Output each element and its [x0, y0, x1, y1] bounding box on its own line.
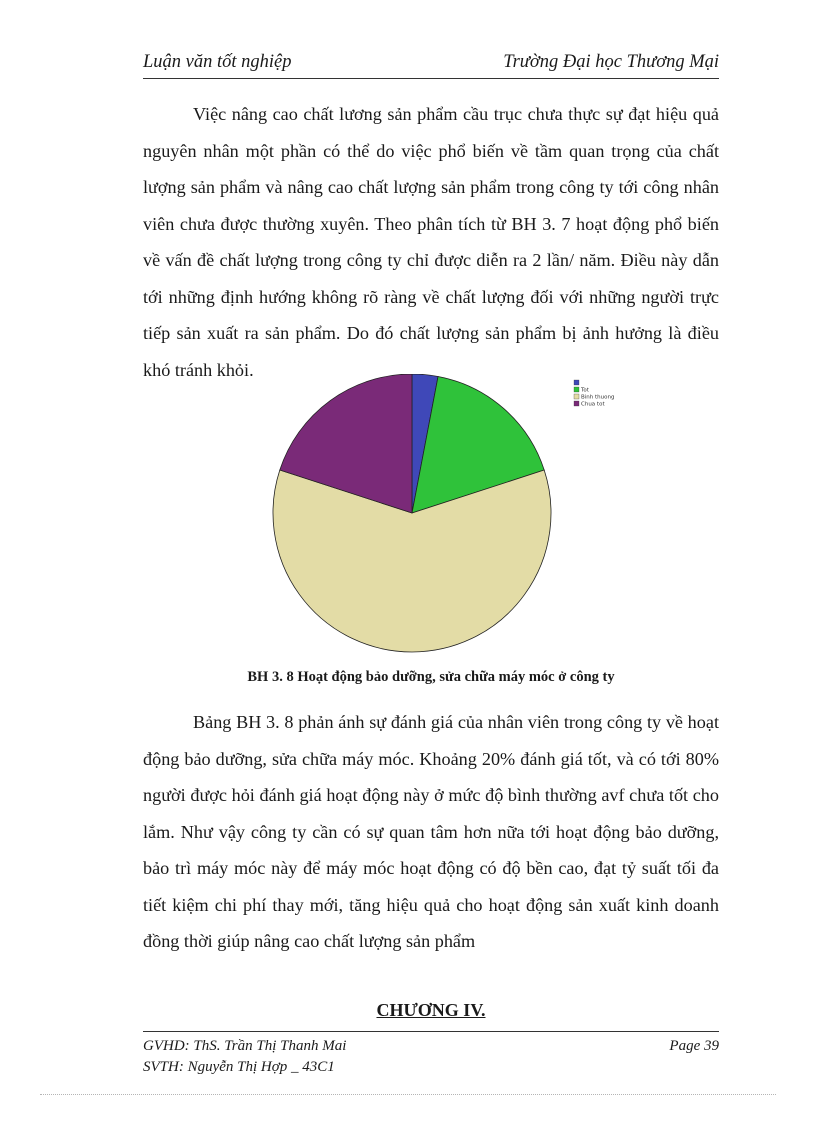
paragraph-quality-awareness: Việc nâng cao chất lương sản phẩm cầu trục chưa thực sự đạt hiệu quả nguyên nhân một phần có thể do việc phổ biến về tầm quan trọng của chất lượng sản phẩm và nâng cao chất lượng sản phẩm trong công ty tới công nhân viên chưa được thường xuyên. Theo phân tích từ BH 3. 7 hoạt động phổ biến về vấn đề chất lượng trong công ty chỉ được diễn ra 2 lần/ năm. Điều này dẫn tới những định hướng không rõ ràng về chất lượng đối với những người trực tiếp sản xuất ra sản phẩm. Do đó chất lượng sản phẩm bị ảnh hưởng là điều khó tránh khỏi.: [143, 104, 719, 380]
footer-advisor: GVHD: ThS. Trần Thị Thanh Mai: [143, 1038, 347, 1054]
chapter-heading: CHƯƠNG IV.: [376, 1000, 486, 1020]
paragraph-maintenance-assessment: Bảng BH 3. 8 phản ánh sự đánh giá của nhân viên trong công ty về hoạt động bảo dưỡng, sửa chữa máy móc. Khoảng 20% đánh giá tốt, và có tới 80% người được hỏi đánh giá hoạt động này ở mức độ bình thường avf chưa tốt cho lắm. Như vậy công ty cần có sự quan tâm hơn nữa tới hoạt động bảo dưỡng, bảo trì máy móc này để máy móc hoạt động có độ bền cao, đạt tỷ suất tối đa tiết kiệm chi phí thay mới, tăng hiệu quả cho hoạt động sản xuất kinh doanh đồng thời giúp nâng cao chất lượng sản phẩm: [143, 712, 719, 951]
legend-swatch-1: [574, 387, 579, 392]
footer-student: SVTH: Nguyễn Thị Hợp _ 43C1: [143, 1059, 335, 1075]
legend-label-2: Binh thuong: [581, 394, 615, 401]
page-number: Page 39: [669, 1038, 719, 1054]
header-thesis-title: Luận văn tốt nghiệp: [143, 52, 292, 72]
page-bottom-edge: [40, 1094, 776, 1095]
legend-label-1: Tot: [581, 387, 589, 394]
page-header: [143, 52, 719, 79]
figure-caption: BH 3. 8 Hoạt động bảo dưỡng, sửa chữa máy móc ở công ty: [247, 669, 615, 685]
legend-swatch-3: [574, 401, 579, 406]
pie-slices: [273, 374, 551, 652]
chart-legend: [574, 380, 615, 408]
header-university: Trường Đại học Thương Mại: [503, 52, 719, 72]
page-footer: [143, 1031, 719, 1080]
legend-label-3: Chua tot: [581, 401, 605, 408]
legend-swatch-2: [574, 394, 579, 399]
legend-swatch-0: [574, 380, 579, 385]
pie-chart-maintenance: [268, 374, 628, 658]
